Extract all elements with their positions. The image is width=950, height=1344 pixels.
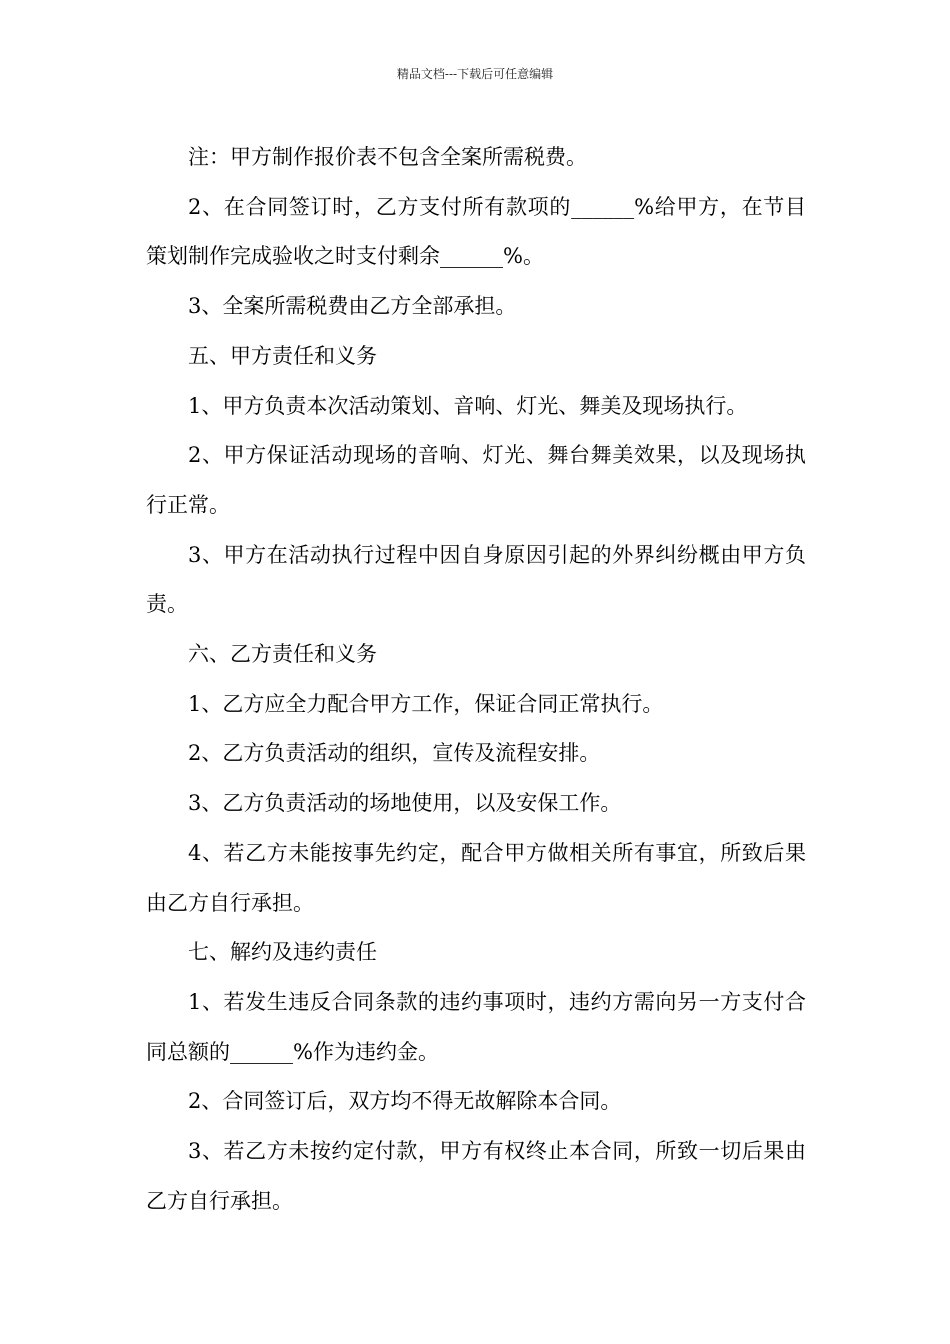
clause-termination-1: 1、若发生违反合同条款的违约事项时，违约方需向另一方支付合同总额的______%作为违约金。 bbox=[146, 989, 806, 1064]
clause-party-a-3: 3、甲方在活动执行过程中因自身原因引起的外界纠纷概由甲方负责。 bbox=[146, 542, 806, 617]
section-heading-termination: 七、解约及违约责任 bbox=[188, 940, 377, 965]
clause-party-b-1: 1、乙方应全力配合甲方工作，保证合同正常执行。 bbox=[188, 691, 664, 716]
clause-payment-schedule: 2、在合同签订时，乙方支付所有款项的______%给甲方，在节目策划制作完成验收之时支付剩余______%。 bbox=[146, 194, 806, 269]
document-body bbox=[146, 133, 806, 1226]
note-tax-excluded: 注：甲方制作报价表不包含全案所需税费。 bbox=[188, 145, 587, 169]
clause-party-b-4: 4、若乙方未能按事先约定，配合甲方做相关所有事宜，所致后果由乙方自行承担。 bbox=[146, 840, 806, 915]
clause-termination-2: 2、合同签订后，双方均不得无故解除本合同。 bbox=[188, 1089, 622, 1114]
clause-party-b-3: 3、乙方负责活动的场地使用，以及安保工作。 bbox=[188, 791, 622, 816]
section-heading-party-b: 六、乙方责任和义务 bbox=[188, 642, 377, 667]
page-header: 精品文档---下载后可任意编辑 bbox=[396, 67, 554, 81]
clause-party-b-2: 2、乙方负责活动的组织，宣传及流程安排。 bbox=[188, 741, 601, 766]
section-heading-party-a: 五、甲方责任和义务 bbox=[188, 343, 377, 368]
clause-termination-3: 3、若乙方未按约定付款，甲方有权终止本合同，所致一切后果由乙方自行承担。 bbox=[146, 1139, 806, 1213]
clause-tax-borne: 3、全案所需税费由乙方全部承担。 bbox=[188, 294, 517, 319]
clause-party-a-1: 1、甲方负责本次活动策划、音响、灯光、舞美及现场执行。 bbox=[188, 393, 748, 418]
clause-party-a-2: 2、甲方保证活动现场的音响、灯光、舞台舞美效果，以及现场执行正常。 bbox=[146, 443, 806, 517]
